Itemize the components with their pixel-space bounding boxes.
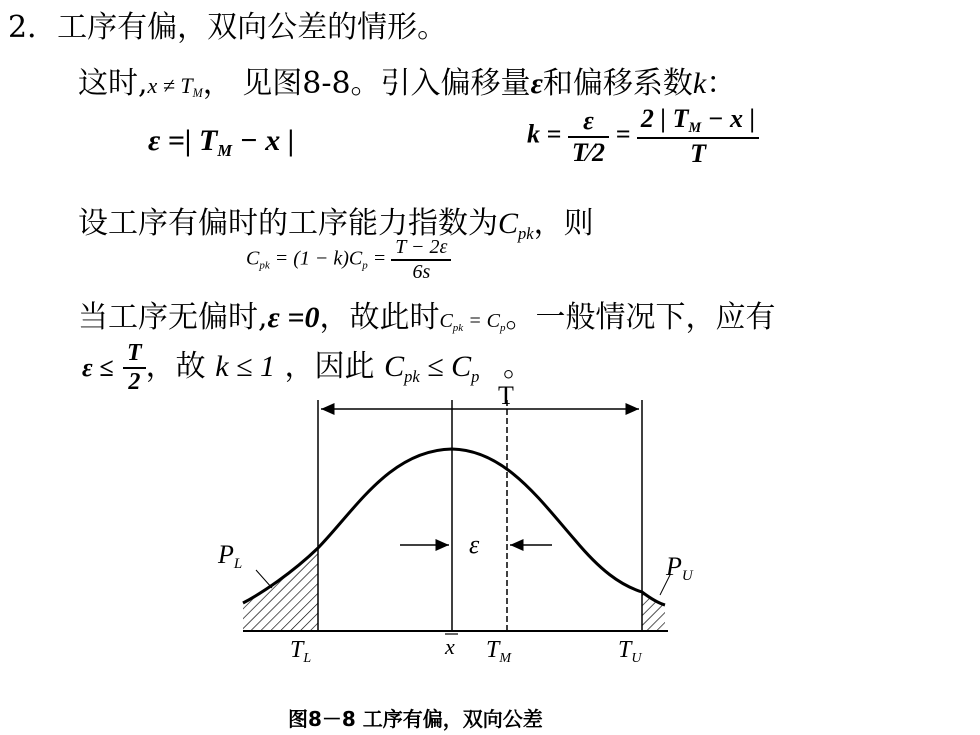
- t-half-den: 2: [128, 369, 141, 395]
- c2-sub: p: [500, 321, 506, 334]
- neq-sub: M: [192, 86, 203, 101]
- epsilon-symbol: ε: [530, 67, 543, 100]
- pl-leader: [256, 570, 272, 588]
- intro-prefix: 这时,: [78, 66, 148, 101]
- cpk-le-sub2: p: [471, 366, 480, 386]
- k-eq-sign: =: [615, 119, 631, 149]
- unbiased-text3: 。一般情况下，应有: [505, 300, 776, 335]
- intro-mid: ， 见图8-8。引入偏移量: [202, 66, 531, 101]
- cpk-eq-mid-sub: p: [362, 259, 368, 272]
- unbiased-text2: ，故此时: [319, 300, 440, 335]
- eps-zero: ε =0: [267, 301, 320, 334]
- tl-label: $T_L$: [290, 637, 312, 666]
- neq-text: x ≠ T: [147, 73, 193, 98]
- pl-label: PL: [218, 540, 243, 572]
- tu-label: $T_U$: [618, 637, 642, 666]
- xbar-label: x: [445, 634, 455, 659]
- k-frac2-den: T: [690, 139, 706, 168]
- c1: C: [439, 310, 453, 332]
- intro-and: 和偏移系数: [542, 66, 693, 101]
- cpk-sub: pk: [518, 223, 534, 243]
- k-frac2-num-sub: M: [688, 120, 702, 136]
- k-le-one: k ≤ 1: [215, 350, 275, 383]
- cond-t2: ，因此: [284, 349, 375, 384]
- intro-colon: ：: [706, 66, 737, 101]
- cpk-frac-den: 6s: [412, 261, 431, 283]
- lower-tail-hatch: [243, 548, 318, 632]
- cond-t3: 。: [502, 349, 533, 384]
- cpk-c: C: [498, 207, 519, 240]
- unbiased-text1: 当工序无偏时,: [78, 300, 268, 335]
- cpk-eq-lhs-sub: pk: [259, 259, 270, 272]
- cpk-frac-num: T − 2ε: [391, 236, 451, 261]
- cpk-le-c: C: [384, 350, 405, 383]
- k-frac1-num: ε: [568, 106, 609, 138]
- eps-eq-sub: M: [217, 140, 233, 160]
- cpk-eq-lhs: C: [246, 247, 260, 270]
- cpk-intro-text: 设工序有偏时的工序能力指数为: [78, 206, 498, 241]
- cpk-eq-mid: = (1 − k)C: [269, 247, 363, 270]
- pu-label: PU: [666, 552, 693, 584]
- k-frac2-num-b: − x |: [701, 104, 756, 133]
- section-heading: 2．工序有偏，双向公差的情形。: [8, 10, 448, 45]
- t-label: T: [498, 381, 514, 410]
- cpk-le-sub: pk: [404, 366, 420, 386]
- c-eq: = C: [463, 310, 501, 332]
- figure-caption: 图8－8 工序有偏，双向公差: [288, 707, 543, 731]
- k-frac1-den: T⁄2: [571, 137, 606, 167]
- eps-le: ε ≤: [82, 353, 114, 382]
- cpk-tail: ，则: [533, 206, 594, 241]
- eps-label: ε: [469, 530, 480, 559]
- k-eq-lhs: k =: [527, 119, 562, 149]
- k-frac2-num-a: 2 | T: [640, 104, 689, 133]
- cond-t1: ，故: [145, 349, 206, 384]
- c1-sub: pk: [452, 321, 464, 334]
- cpk-le-sign: ≤ C: [419, 350, 472, 383]
- t-half-num: T: [123, 340, 146, 369]
- tm-label: $T_M$: [486, 637, 512, 666]
- eps-eq-rhs: − x |: [232, 124, 295, 157]
- upper-tail-hatch: [642, 592, 665, 632]
- eps-eq-lhs: ε =| T: [148, 124, 218, 157]
- cpk-eq-sign: =: [367, 247, 387, 270]
- k-symbol: k: [692, 67, 707, 100]
